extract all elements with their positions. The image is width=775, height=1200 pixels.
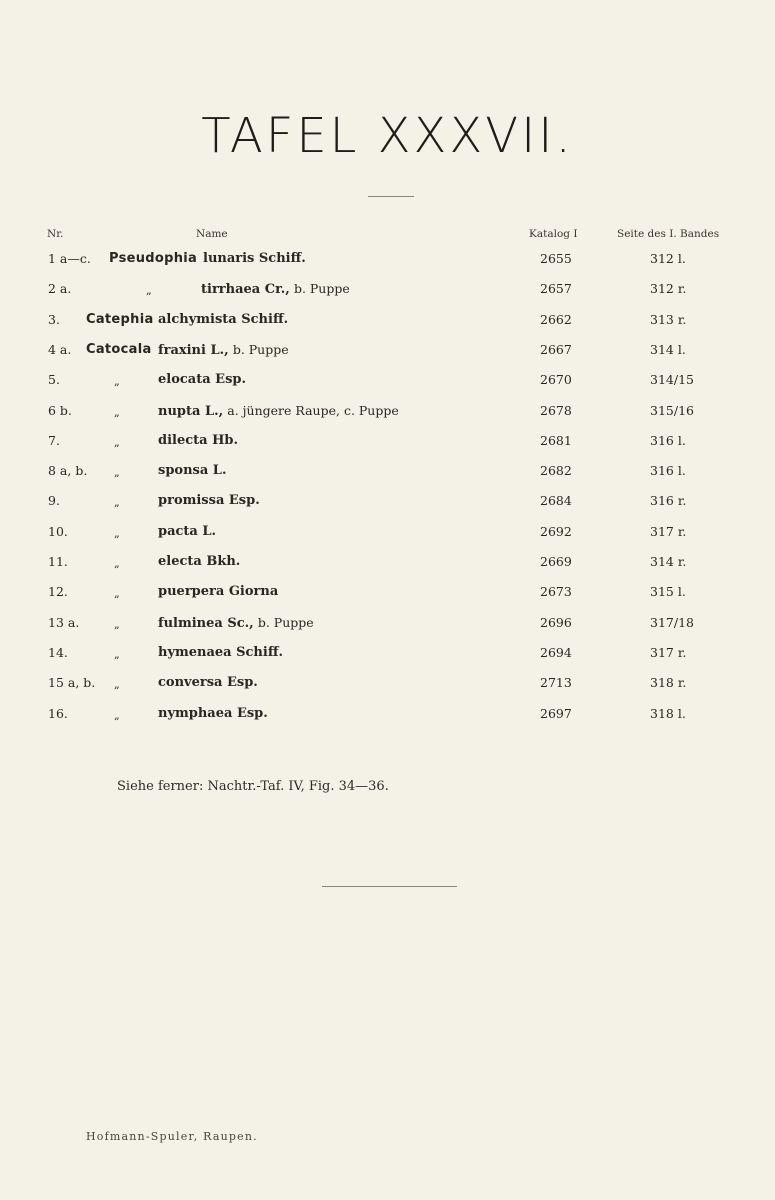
table-row bbox=[0, 615, 775, 639]
row-species-name: hymenaea Schiff. bbox=[158, 644, 284, 660]
row-seite: 312 l. bbox=[650, 251, 686, 266]
table-row bbox=[0, 524, 775, 548]
table-row bbox=[0, 433, 775, 457]
row-katalog: 2673 bbox=[540, 584, 572, 600]
table-row bbox=[0, 706, 775, 730]
row-nr: 10. bbox=[48, 523, 68, 539]
row-seite: 318 l. bbox=[650, 705, 686, 721]
row-species-name: conversa Esp. bbox=[158, 675, 258, 691]
row-katalog: 2681 bbox=[540, 432, 572, 448]
row-species bbox=[158, 615, 314, 631]
row-species bbox=[158, 524, 216, 539]
row-katalog: 2678 bbox=[540, 402, 572, 418]
row-species-name: promissa Esp. bbox=[158, 493, 260, 509]
row-species bbox=[158, 706, 268, 721]
row-stage-note: b. Puppe bbox=[232, 341, 289, 357]
row-species bbox=[158, 312, 288, 327]
row-ditto-mark: „ bbox=[114, 405, 120, 419]
row-seite: 312 r. bbox=[650, 281, 687, 297]
row-katalog: 2669 bbox=[540, 554, 572, 569]
row-seite: 316 r. bbox=[650, 493, 687, 509]
row-ditto-mark: „ bbox=[114, 496, 120, 510]
row-ditto-mark: „ bbox=[114, 526, 120, 540]
row-species bbox=[158, 372, 246, 387]
row-species bbox=[158, 493, 260, 508]
divider-bottom bbox=[322, 886, 457, 887]
row-seite: 318 r. bbox=[650, 675, 687, 691]
row-nr: 11. bbox=[48, 554, 68, 569]
row-nr: 15 a, b. bbox=[48, 675, 96, 691]
row-nr: 2 a. bbox=[48, 281, 72, 297]
row-nr: 1 a—c. bbox=[48, 251, 91, 266]
row-nr: 3. bbox=[48, 311, 60, 327]
table-row bbox=[0, 584, 775, 608]
row-katalog: 2682 bbox=[540, 463, 572, 479]
row-nr: 4 a. bbox=[48, 341, 72, 357]
row-species-name: elocata Esp. bbox=[158, 372, 247, 388]
row-genus: Catephia bbox=[86, 311, 154, 327]
row-species bbox=[158, 342, 289, 358]
row-katalog: 2670 bbox=[540, 372, 572, 388]
divider-top bbox=[368, 196, 414, 197]
row-katalog: 2696 bbox=[540, 614, 572, 630]
table-row bbox=[0, 493, 775, 517]
header-name: Name bbox=[196, 228, 228, 240]
table-row bbox=[0, 312, 775, 336]
row-nr: 7. bbox=[48, 432, 60, 448]
row-nr: 8 a, b. bbox=[48, 463, 88, 479]
row-seite: 315/16 bbox=[650, 402, 694, 418]
row-genus: Pseudophia bbox=[109, 251, 198, 266]
row-species bbox=[158, 554, 240, 569]
table-row bbox=[0, 372, 775, 396]
row-species bbox=[158, 433, 238, 448]
row-nr: 14. bbox=[48, 644, 68, 660]
row-species-name: alchymista Schiff. bbox=[158, 311, 289, 327]
header-seite: Seite des I. Bandes bbox=[617, 228, 720, 240]
table-row bbox=[0, 645, 775, 669]
row-species bbox=[203, 251, 306, 266]
row-species-name: nupta L., bbox=[158, 403, 224, 419]
row-katalog: 2692 bbox=[540, 523, 572, 539]
row-nr: 6 b. bbox=[48, 402, 72, 418]
row-nr: 13 a. bbox=[48, 614, 80, 630]
row-stage-note: b. Puppe bbox=[293, 281, 350, 297]
row-ditto-mark: „ bbox=[114, 466, 120, 480]
row-katalog: 2667 bbox=[540, 341, 572, 357]
table-row bbox=[0, 554, 775, 578]
row-katalog: 2694 bbox=[540, 644, 572, 660]
row-katalog: 2657 bbox=[540, 281, 572, 297]
row-ditto-mark: „ bbox=[114, 435, 120, 449]
row-species bbox=[158, 463, 226, 478]
row-species-name: tirrhaea Cr., bbox=[201, 282, 290, 298]
table-row bbox=[0, 251, 775, 275]
row-seite: 317 r. bbox=[650, 523, 687, 539]
row-species-name: lunaris Schiff. bbox=[203, 251, 306, 266]
row-seite: 315 l. bbox=[650, 584, 686, 600]
row-ditto-mark: „ bbox=[114, 647, 120, 661]
row-species bbox=[158, 403, 399, 419]
row-species bbox=[158, 675, 258, 690]
row-species-name: puerpera Giorna bbox=[158, 584, 279, 600]
row-species bbox=[158, 645, 283, 660]
row-ditto-mark: „ bbox=[146, 284, 152, 298]
row-seite: 316 l. bbox=[650, 463, 686, 479]
row-species-name: sponsa L. bbox=[158, 463, 227, 479]
row-seite: 313 r. bbox=[650, 311, 687, 327]
row-nr: 16. bbox=[48, 705, 68, 721]
row-ditto-mark: „ bbox=[114, 708, 120, 722]
row-seite: 314 r. bbox=[650, 554, 687, 569]
table-row bbox=[0, 675, 775, 699]
row-genus: Catocala bbox=[86, 341, 152, 357]
row-katalog: 2713 bbox=[540, 675, 572, 691]
footer-credit: Hofmann-Spuler, Raupen. bbox=[86, 1130, 258, 1143]
row-ditto-mark: „ bbox=[114, 375, 120, 389]
row-species-name: pacta L. bbox=[158, 523, 217, 539]
row-species-name: nymphaea Esp. bbox=[158, 705, 268, 721]
row-seite: 317/18 bbox=[650, 614, 694, 630]
see-also-note: Siehe ferner: Nachtr.-Taf. IV, Fig. 34—36. bbox=[117, 779, 389, 794]
row-katalog: 2655 bbox=[540, 251, 572, 266]
row-ditto-mark: „ bbox=[114, 678, 120, 692]
table-row bbox=[0, 403, 775, 427]
header-katalog: Katalog I bbox=[529, 228, 578, 240]
row-species-name: fraxini L., bbox=[158, 342, 229, 358]
row-seite: 317 r. bbox=[650, 644, 687, 660]
table-row bbox=[0, 281, 775, 305]
header-nr: Nr. bbox=[47, 228, 64, 240]
row-stage-note: b. Puppe bbox=[257, 614, 314, 630]
table-row bbox=[0, 463, 775, 487]
row-species-name: electa Bkh. bbox=[158, 554, 241, 569]
page-title: TAFEL XXXVII. bbox=[201, 108, 574, 164]
row-katalog: 2697 bbox=[540, 705, 572, 721]
row-nr: 9. bbox=[48, 493, 60, 509]
row-nr: 12. bbox=[48, 584, 68, 600]
row-seite: 316 l. bbox=[650, 432, 686, 448]
row-species bbox=[158, 584, 278, 599]
row-species-name: fulminea Sc., bbox=[158, 615, 254, 631]
row-ditto-mark: „ bbox=[114, 617, 120, 631]
row-seite: 314/15 bbox=[650, 372, 694, 388]
row-katalog: 2662 bbox=[540, 311, 572, 327]
row-species-name: dilecta Hb. bbox=[158, 432, 239, 448]
row-stage-note: a. jüngere Raupe, c. Puppe bbox=[227, 402, 399, 418]
row-species bbox=[201, 281, 350, 297]
row-ditto-mark: „ bbox=[114, 557, 120, 570]
row-nr: 5. bbox=[48, 372, 60, 388]
row-ditto-mark: „ bbox=[114, 587, 120, 601]
row-seite: 314 l. bbox=[650, 341, 686, 357]
row-katalog: 2684 bbox=[540, 493, 572, 509]
table-row bbox=[0, 342, 775, 366]
